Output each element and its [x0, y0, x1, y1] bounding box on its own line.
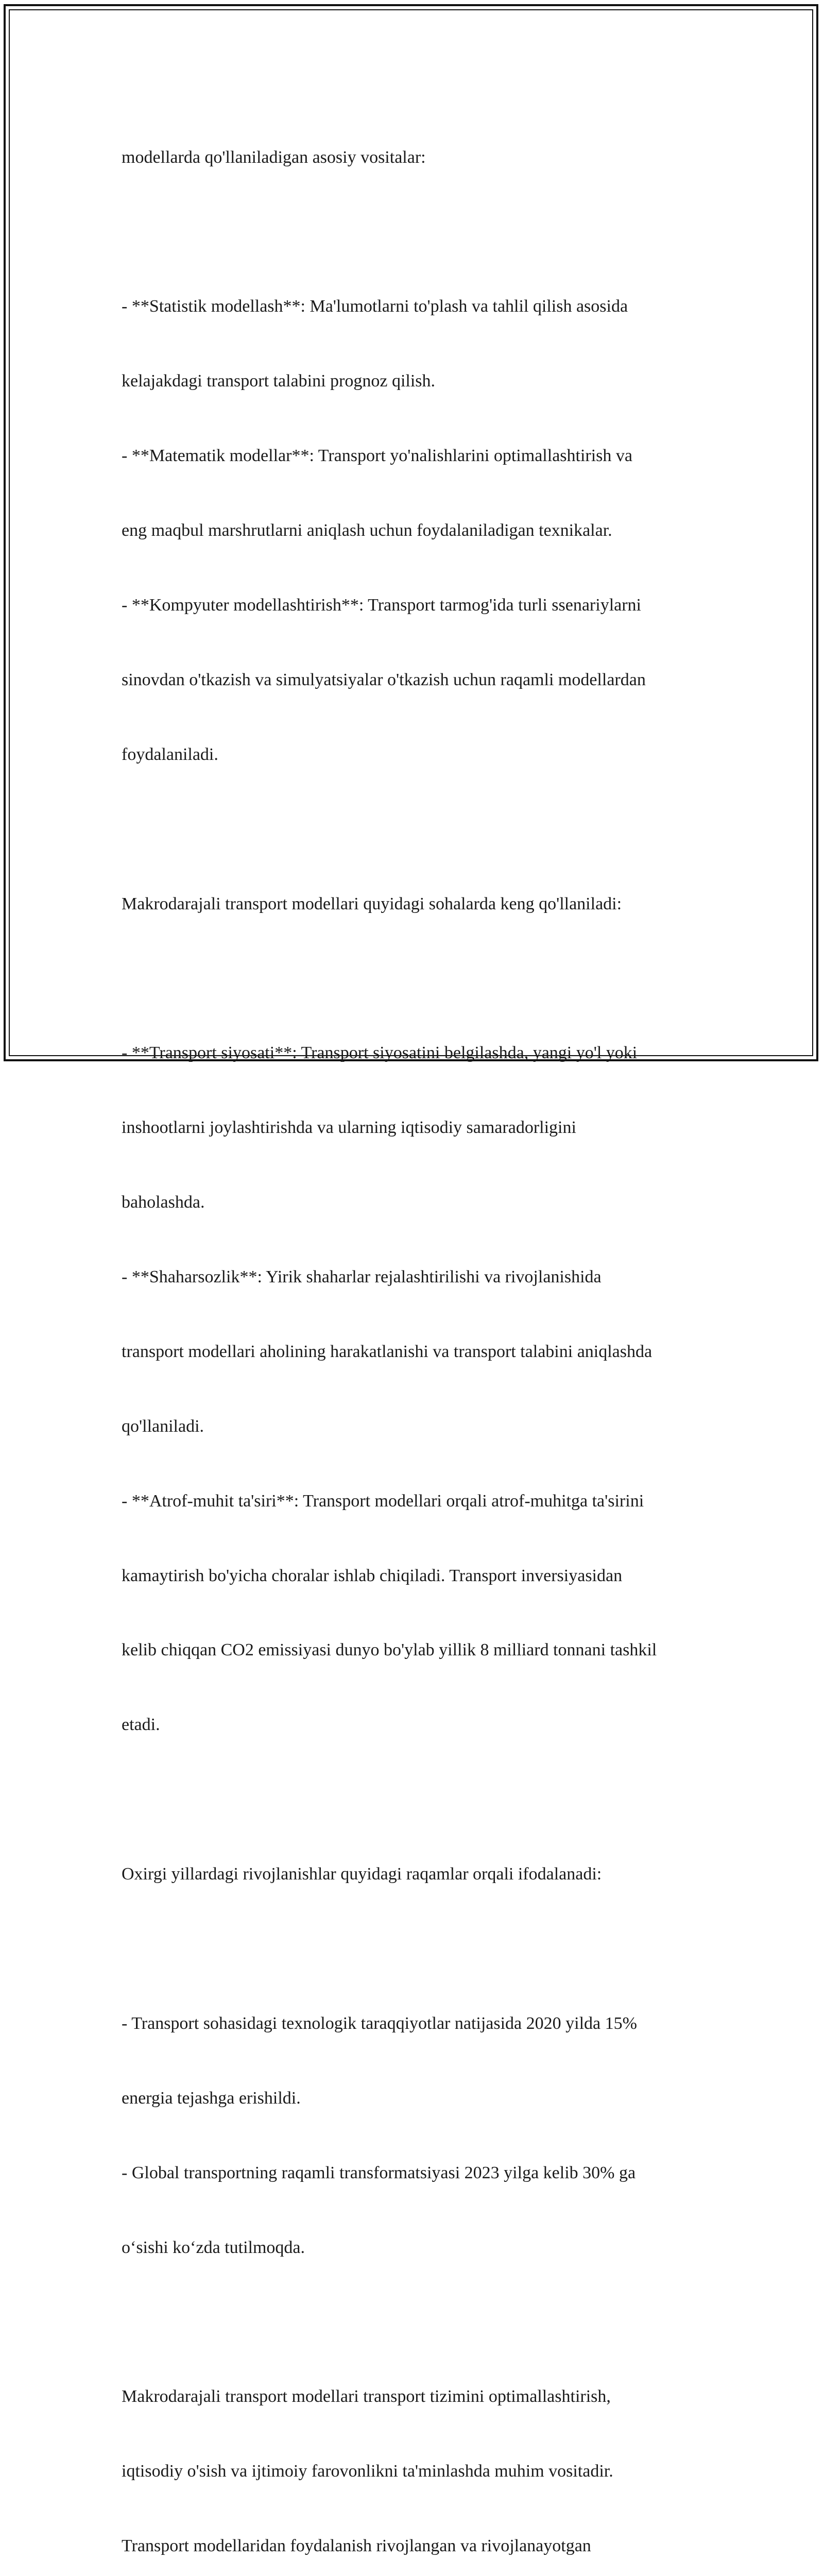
text-line: modellarda qo'llaniladigan asosiy vositalar:: [122, 147, 426, 167]
text-line: eng maqbul marshrutlarni aniqlash uchun foydalaniladigan texnikalar.: [122, 521, 612, 540]
text-line: - **Kompyuter modellashtirish**: Transport tarmog'ida turli ssenariylarni: [122, 595, 641, 615]
text-line: Makrodarajali transport modellari quyidagi sohalarda keng qo'llaniladi:: [122, 894, 622, 913]
text-line: - Transport sohasidagi texnologik taraqqiyotlar natijasida 2020 yilda 15%: [122, 2013, 637, 2033]
text-line: - **Atrof-muhit ta'siri**: Transport modellari orqali atrof-muhitga ta'sirini: [122, 1491, 644, 1511]
text-line: Oxirgi yillardagi rivojlanishlar quyidagi raqamlar orqali ifodalanadi:: [122, 1865, 602, 1884]
blank-line: [122, 1937, 709, 1961]
text-line: - **Matematik modellar**: Transport yo'nalishlarini optimallashtirish va: [122, 446, 632, 466]
text-line: Makrodarajali transport modellari transport tizimini optimallashtirish,: [122, 2387, 611, 2406]
text-line: baholashda.: [122, 1193, 205, 1212]
text-line: kelajakdagi transport talabini prognoz qilish.: [122, 371, 436, 391]
text-line: foydalaniladi.: [122, 744, 218, 764]
blank-line: [122, 1787, 709, 1812]
text-line: - **Statistik modellash**: Ma'lumotlarni to'plash va tahlil qilish asosida: [122, 297, 628, 316]
text-line: - **Shaharsozlik**: Yirik shaharlar rejalashtirilishi va rivojlanishida: [122, 1267, 602, 1286]
text-line: iqtisodiy o'sish va ijtimoiy farovonlikni ta'minlashda muhim vositadir.: [122, 2462, 613, 2481]
text-line: sinovdan o'tkazish va simulyatsiyalar o'tkazish uchun raqamli modellardan: [122, 670, 646, 689]
text-line: - **Transport siyosati**: Transport siyosatini belgilashda, yangi yo'l yoki: [122, 1043, 638, 1063]
text-line: o‘sishi ko‘zda tutilmoqda.: [122, 2238, 305, 2257]
text-line: qo'llaniladi.: [122, 1416, 204, 1436]
text-line: - Global transportning raqamli transformatsiyasi 2023 yilga kelib 30% ga: [122, 2163, 636, 2182]
blank-line: [122, 2310, 709, 2334]
text-line: kelib chiqqan CO2 emissiyasi dunyo bo'ylab yillik 8 milliard tonnani tashkil: [122, 1640, 657, 1660]
text-line: kamaytirish bo'yicha choralar ishlab chiqiladi. Transport inversiyasidan: [122, 1566, 623, 1585]
blank-line: [122, 966, 709, 991]
text-line: Transport modellaridan foydalanish rivojlangan va rivojlanayotgan: [122, 2536, 591, 2556]
text-line: inshootlarni joylashtirishda va ularning iqtisodiy samaradorligini: [122, 1118, 576, 1138]
blank-line: [122, 219, 709, 244]
blank-line: [122, 817, 709, 842]
document-body: [122, 95, 709, 2576]
text-line: transport modellari aholining harakatlanishi va transport talabini aniqlashda: [122, 1342, 653, 1361]
text-line: etadi.: [122, 1715, 160, 1735]
text-line: energia tejashga erishildi.: [122, 2088, 301, 2108]
